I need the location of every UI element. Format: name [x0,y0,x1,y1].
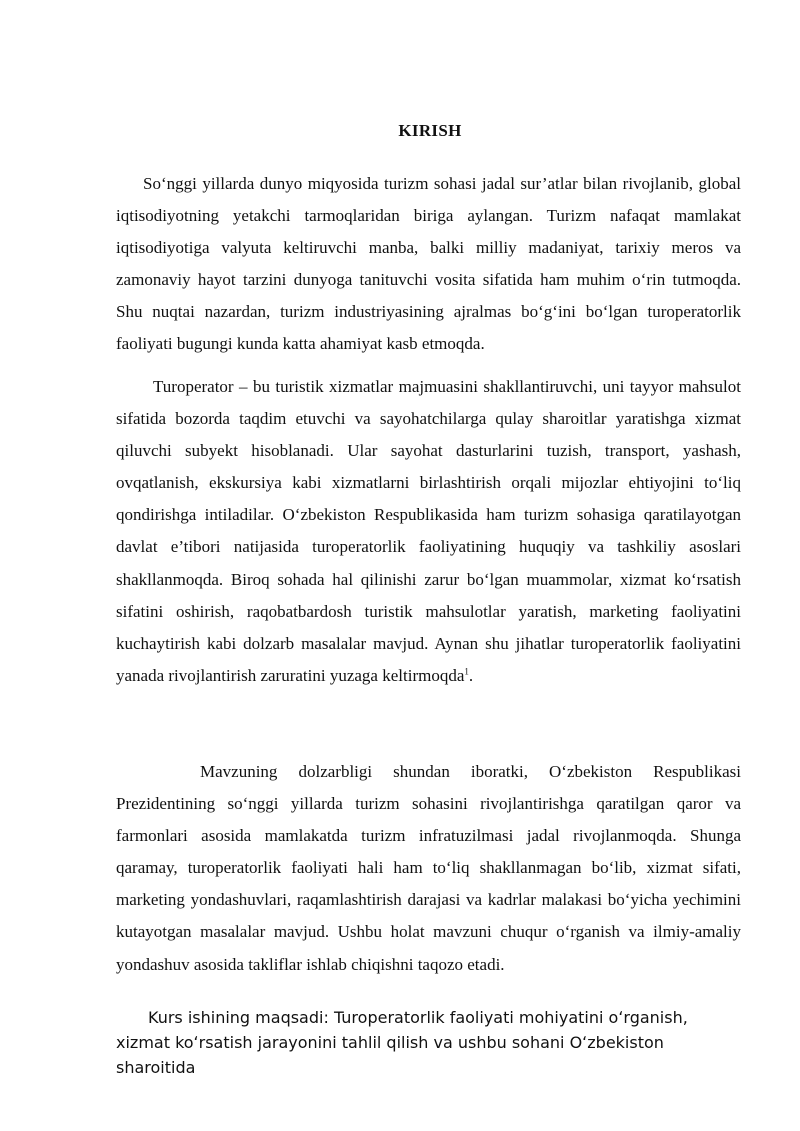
paragraph-end-punctuation: . [468,665,474,685]
footnote-marker[interactable]: 1 [464,666,469,677]
paragraph-introduction: So‘nggi yillarda dunyo miqyosida turizm sohasi jadal sur’atlar bilan rivojlanib, global iqtisodiyotning yetakchi tarmoqlaridan biriga aylangan. Turizm nafaqat mamlakat iqtisodiyotiga valyuta keltiruvchi manba, balki milliy madaniyat, tarixiy meros va zamonaviy hayot tarzini dunyoga tanituvchi vosita sifatida ham muhim o‘rin tutmoqda. Shu nuqtai nazardan, turizm industriyasining ajralmas bo‘g‘ini bo‘lgan turoperatorlik faoliyati bugungi kunda katta ahamiyat kasb etmoqda. [116,174,741,354]
paragraph-course-goal: Kurs ishining maqsadi: Turoperatorlik faoliyati mohiyatini oʻrganish, xizmat koʻrsatish jarayonini tahlil qilish va ushbu sohani Oʻzbekiston sharoitida [116,1008,688,1077]
paragraph-turoperator-text: Turoperator – bu turistik xizmatlar majmuasini shakllantiruvchi, uni tayyor mahsulot sifatida bozorda taqdim etuvchi va sayohatchilarga qulay sharoitlar yaratishga xizmat qiluvchi subyekt hisoblanadi. Ular sayohat dasturlarini tuzish, transport, yashash, ovqatlanish, ekskursiya kabi xizmatlarni birlashtirish orqali mijozlar ehtiyojini to‘liq qondirishga intiladilar. O‘zbekiston Respublikasida ham turizm sohasiga qaratilayotgan davlat e’tibori natijasida turoperatorlik faoliyatining huquqiy va tashkiliy asoslari shakllanmoqda. Biroq sohada hal qilinishi zarur bo‘lgan muammolar, xizmat ko‘rsatish sifatini oshirish, raqobatbardosh turistik mahsulotlar yaratish, marketing faoliyatini kuchaytirish kabi dolzarb masalalar mavjud. Aynan shu jihatlar turoperatorlik faoliyatini yanada rivojlantirish zaruratini yuzaga keltirmoqda [116,377,741,685]
paragraph-turoperator [116,371,741,692]
page-title: KIRISH [398,121,462,140]
paragraph-relevance: Mavzuning dolzarbligi shundan iboratki, O‘zbekiston Respublikasi Prezidentining so‘nggi yillarda turizm sohasini rivojlantirishga qaratilgan qaror va farmonlari asosida mamlakatda turizm infratuzilmasi jadal rivojlanmoqda. Shunga qaramay, turoperatorlik faoliyati hali ham to‘liq shakllanmagan bo‘lib, xizmat sifati, marketing yondashuvlari, raqamlashtirish darajasi va kadrlar malakasi bo‘yicha yechimini kutayotgan masalalar mavjud. Ushbu holat mavzuni chuqur o‘rganish va ilmiy-amaliy yondashuv asosida takliflar ishlab chiqishni taqozo etadi. [116,762,741,974]
